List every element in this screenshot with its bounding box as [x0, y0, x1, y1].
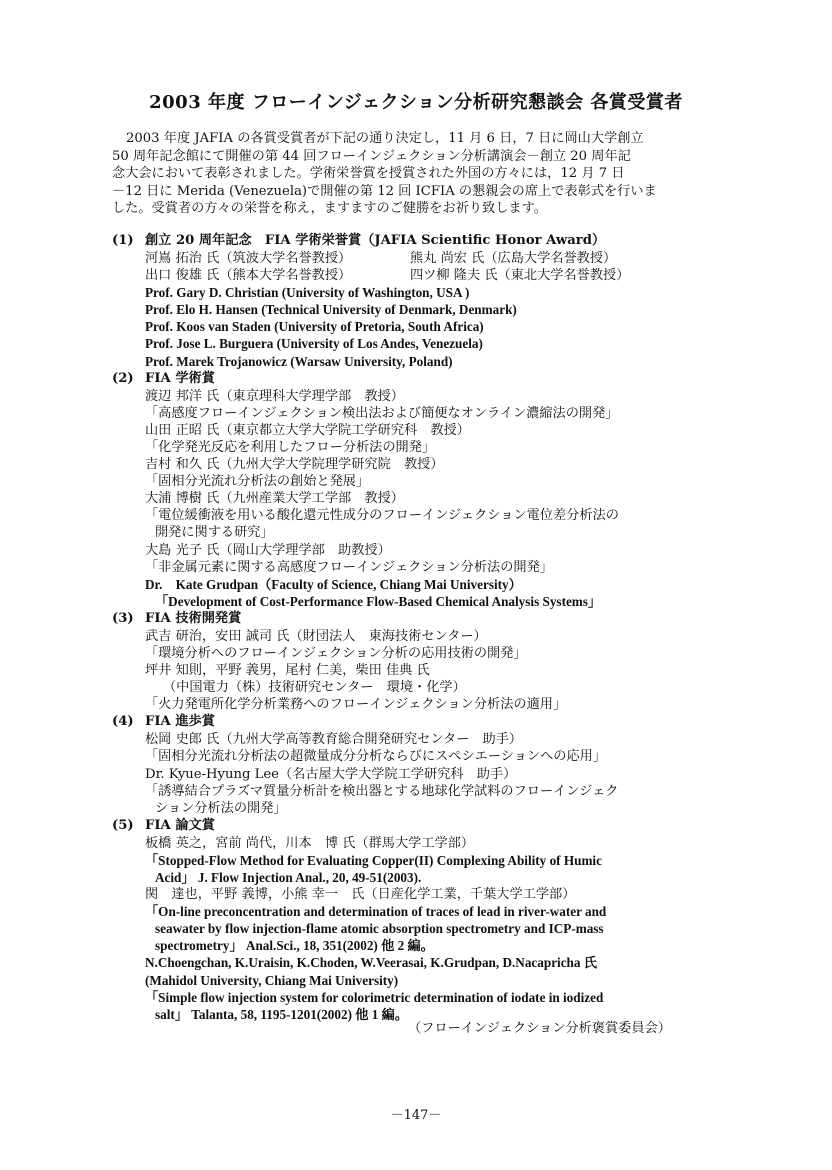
section-heading — [112, 713, 712, 731]
intro-line: 念大会において表彰されました。学術栄誉賞を授賞された外国の方々には，12 月 7 日 — [112, 166, 625, 182]
award-topic: 「化学発光反応を利用したフロー分析法の開発」 — [145, 439, 436, 455]
awardee: Dr. Kate Grudpan（Faculty of Science, Chiang Mai University） — [145, 576, 522, 592]
awardee: Prof. Koos van Staden (University of Pretoria, South Africa) — [145, 319, 484, 335]
awardee: Dr. Kyue-Hyung Lee（名古屋大学大学院工学研究科 助手） — [145, 766, 517, 782]
paper-citation: spectrometry」 Anal.Sci., 18, 351(2002) 他 2 編。 — [155, 938, 434, 954]
awardee: 山田 正昭 氏（東京都立大学大学院工学研究科 教授） — [145, 422, 470, 438]
awardee: 四ツ柳 隆夫 氏（東北大学名誉教授） — [410, 268, 630, 284]
section-title: FIA 論文賞 — [145, 817, 215, 833]
paper-citation: 「On-line preconcentration and determination of traces of lead in river-water and — [145, 904, 607, 920]
awardee: Prof. Gary D. Christian (University of Washington, USA ) — [145, 285, 470, 301]
section-academic-award — [112, 370, 712, 610]
section-title: FIA 学術賞 — [145, 370, 215, 386]
affiliation: (Mahidol University, Chiang Mai University) — [145, 972, 399, 988]
awardee: 吉村 和久 氏（九州大学大学院理学研究院 教授） — [145, 457, 444, 473]
awardee: N.Choengchan, K.Uraisin, K.Choden, W.Veerasai, K.Grudpan, D.Nacapricha 氏 — [145, 955, 597, 971]
award-topic: 「火力発電所化学分析業務へのフローインジェクション分析法の適用」 — [145, 697, 567, 713]
award-sections — [112, 232, 712, 1023]
section-heading — [112, 817, 712, 835]
intro-line: 2003 年度 JAFIA の各賞受賞者が下記の通り決定し，11 月 6 日，7 日に岡山大学創立 — [126, 131, 644, 146]
awardee: Prof. Jose L. Burguera (University of Los Andes, Venezuela) — [145, 336, 483, 352]
award-topic-cont: ション分析法の開発」 — [155, 800, 287, 816]
paper-citation: seawater by flow injection-flame atomic absorption spectrometry and ICP-mass — [155, 921, 604, 937]
paper-citation: 「Simple flow injection system for colorimetric determination of iodate in iodized — [145, 989, 604, 1005]
awardee: Prof. Elo H. Hansen (Technical University of Denmark, Denmark) — [145, 302, 517, 318]
section-number: (3) — [112, 610, 134, 626]
section-heading — [112, 232, 712, 250]
paper-citation: 「Stopped-Flow Method for Evaluating Copper(II) Complexing Ability of Humic — [145, 852, 602, 868]
section-number: (5) — [112, 817, 134, 833]
award-topic: 「誘導結合プラズマ質量分析計を検出器とする地球化学試料のフローインジェク — [145, 783, 619, 799]
section-number: (4) — [112, 714, 134, 730]
section-title: FIA 進歩賞 — [145, 714, 215, 730]
award-topic: 「固相分光流れ分析法の超微量成分分析ならびにスペシエーションへの応用」 — [145, 749, 607, 765]
awardee: 松岡 史郎 氏（九州大学高等教育総合開発研究センター 助手） — [145, 732, 523, 748]
section-heading — [112, 610, 712, 628]
section-progress-award — [112, 713, 712, 816]
awardee-row — [145, 267, 712, 284]
award-topic: 「Development of Cost-Performance Flow-Based Chemical Analysis Systems」 — [155, 593, 602, 609]
page-number: －147－ — [390, 1108, 442, 1123]
section-paper-award — [112, 817, 712, 1023]
intro-paragraph — [112, 130, 707, 218]
intro-line: －12 日に Merida (Venezuela)で開催の第 12 回 ICFIA の懇親会の席上で表彰式を行いま — [112, 183, 657, 199]
section-number: (2) — [112, 370, 134, 386]
awardee: 大島 光子 氏（岡山大学理学部 助教授） — [145, 542, 391, 558]
awardee-row — [145, 250, 712, 267]
awardee: 河嶌 拓治 氏（筑波大学名誉教授） — [145, 251, 352, 266]
section-title: FIA 技術開発賞 — [145, 610, 242, 626]
awardee: 板橋 英之，宮前 尚代，川本 博 氏（群馬大学工学部） — [145, 835, 475, 851]
page-title: 2003 年度 フローインジェクション分析研究懇談会 各賞受賞者 — [149, 92, 683, 113]
awardee: 出口 俊雄 氏（熊本大学名誉教授） — [145, 268, 352, 284]
intro-line: した。受賞者の方々の栄誉を称え，ますますのご健勝をお祈り致します。 — [112, 201, 547, 217]
section-heading — [112, 370, 712, 388]
awardee: 大浦 博樹 氏（九州産業大学工学部 教授） — [145, 491, 404, 507]
award-topic: 「高感度フローインジェクション検出法および簡便なオンライン濃縮法の開発」 — [145, 405, 619, 421]
awardee: 熊丸 尚宏 氏（広島大学名誉教授） — [410, 251, 617, 266]
awardee: Prof. Marek Trojanowicz (Warsaw University, Poland) — [145, 353, 453, 369]
committee-signature: （フローインジェクション分析褒賞委員会） — [408, 1021, 671, 1036]
award-topic: 「環境分析へのフローインジェクション分析の応用技術の開発」 — [145, 645, 527, 661]
intro-line: 50 周年記念館にて開催の第 44 回フローインジェクション分析講演会－創立 20 周年記 — [112, 148, 631, 164]
section-honor-award — [112, 232, 712, 370]
awardee: 坪井 知則，平野 義男，尾村 仁美，柴田 佳典 氏 — [145, 663, 430, 679]
award-topic: 「固相分光流れ分析法の創始と発展」 — [145, 474, 370, 490]
awardee: 渡辺 邦洋 氏（東京理科大学理学部 教授） — [145, 388, 404, 404]
award-topic: 「電位緩衝液を用いる酸化還元性成分のフローインジェクション電位差分析法の — [145, 508, 619, 524]
affiliation: （中国電力（株）技術研究センター 環境・化学） — [163, 680, 466, 696]
section-title: 創立 20 周年記念 FIA 学術栄誉賞（JAFIA Scientific Honor Award） — [145, 233, 606, 248]
paper-citation: salt」 Talanta, 58, 1195-1201(2002) 他 1 編。 — [155, 1006, 409, 1022]
awardee: 関 達也，平野 義博，小熊 幸一 氏（日産化学工業，千葉大学工学部） — [145, 887, 576, 903]
section-technology-award — [112, 610, 712, 713]
award-topic: 「非金属元素に関する高感度フローインジェクション分析法の開発」 — [145, 559, 553, 575]
section-number: (1) — [112, 233, 134, 248]
awardee: 武吉 研治，安田 誠司 氏（財団法人 東海技術センター） — [145, 628, 487, 644]
award-topic-cont: 開発に関する研究」 — [155, 525, 274, 541]
paper-citation: Acid」 J. Flow Injection Anal., 20, 49-51(2003). — [155, 870, 422, 885]
